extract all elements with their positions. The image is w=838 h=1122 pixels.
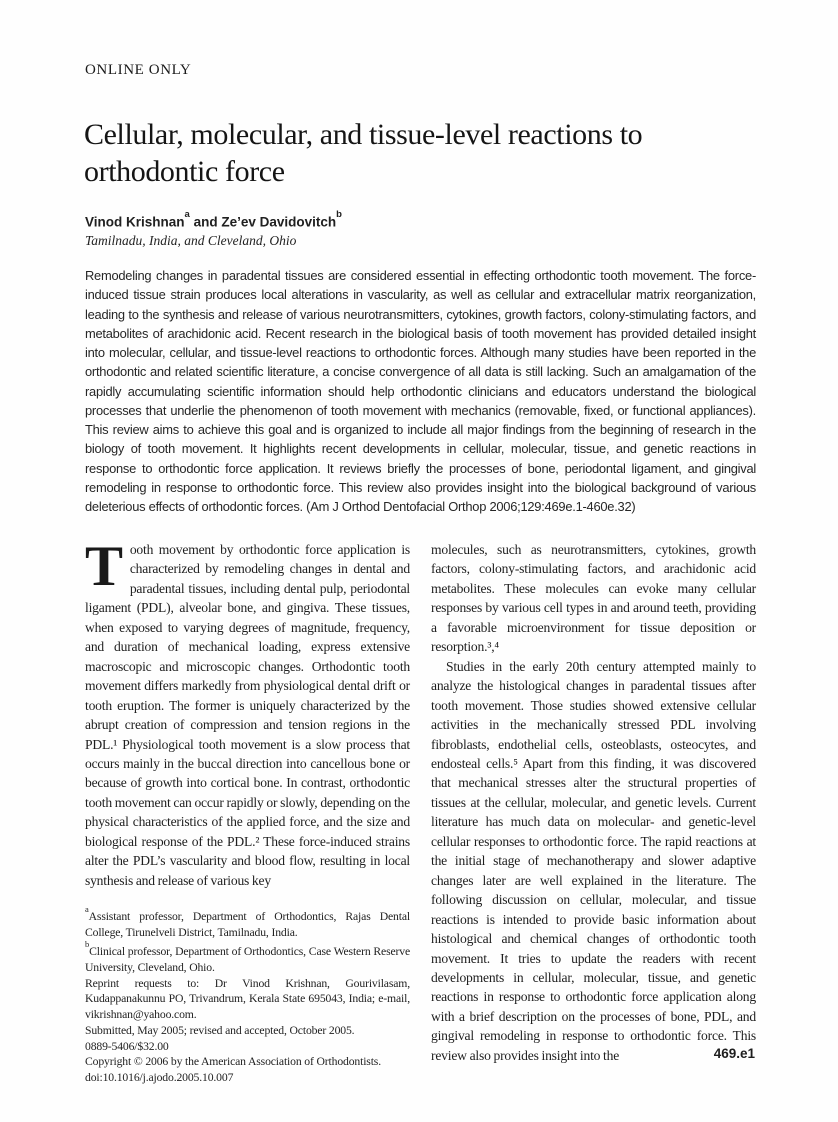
left-column <box>85 535 410 1086</box>
footnote-text: doi:10.1016/j.ajodo.2005.10.007 <box>85 1070 234 1084</box>
abstract-paragraph <box>85 266 756 516</box>
footnote-submission-dates <box>85 1023 410 1039</box>
author-name-2: Ze’ev Davidovitch <box>221 214 337 230</box>
intro-paragraph <box>85 535 410 890</box>
footnote-doi <box>85 1070 410 1086</box>
footnote-text: Assistant professor, Department of Orthodontics, Rajas Dental College, Tirunelveli District, Tamilnadu, India. <box>85 910 410 939</box>
body-columns <box>85 535 756 1086</box>
abstract-text: Remodeling changes in paradental tissues are considered essential in effecting orthodontic tooth movement. The force-induced tissue strain produces local alterations in vascularity, as well as cellular and extracellular matrix reorganization, leading to the synthesis and release of various neurotransmitters, cytokines, growth factors, colony-stimulating factors, and metabolites of arachidonic acid. Recent research in the biological basis of tooth movement has provided detailed insight into molecular, cellular, and tissue-level reactions to orthodontic forces. Although many studies have been reported in the orthodontic and related scientific literature, a concise convergence of all data is still lacking. Such an amalgamation of the rapidly accumulating scientific information should help orthodontic clinicians and educators understand the biological processes that underlie the phenomenon of tooth movement with mechanics (removable, fixed, or functional appliances). This review aims to achieve this goal and is organized to include all major findings from the beginning of research in the biology of tooth movement. It highlights recent developments in cellular, molecular, tissue, and genetic reactions in response to orthodontic force application. It reviews briefly the processes of bone, periodontal ligament, and gingival remodeling in response to orthodontic force. This review also provides insight into the biological background of various deleterious effects of orthodontic forces. <box>85 268 756 514</box>
footnote-issn-price <box>85 1039 410 1055</box>
footnote-mark-a: a <box>85 903 89 914</box>
footnote-reprint-requests <box>85 976 410 1023</box>
authors-joiner: and <box>189 214 222 230</box>
body-paragraph-continuation: molecules, such as neurotransmitters, cytokines, growth factors, colony-stimulating factors, and arachidonic acid metabolites. These molecules can evoke many cellular responses by various cell types in and around teeth, providing a favorable microenvironment for tissue deposition or resorption.³,⁴ <box>431 542 756 655</box>
page-number: 469.e1 <box>713 1046 755 1061</box>
footnote-text: Reprint requests to: Dr Vinod Krishnan, Gourivilasam, Kudappanakunnu PO, Trivandrum, Kerala State 695043, India; e-mail, vikrishnan@yahoo.com. <box>85 976 410 1022</box>
footnote-text: 0889-5406/$32.00 <box>85 1039 169 1053</box>
intro-paragraph-text: ooth movement by orthodontic force application is characterized by remodeling changes in dental and paradental tissues, including dental pulp, periodontal ligament (PDL), alveolar bone, and gingiva. These tissues, when exposed to varying degrees of magnitude, frequency, and duration of mechanical loading, express extensive macroscopic and microscopic changes. Orthodontic tooth movement differs markedly from physiological dental drift or tooth eruption. The former is uniquely characterized by the abrupt creation of compression and tension regions in the PDL.¹ Physiological tooth movement is a slow process that occurs mainly in the buccal direction into cancellous bone or because of growth into cortical bone. In contrast, orthodontic tooth movement can occur rapidly or slowly, depending on the physical characteristics of the applied force, and the size and biological response of the PDL.² These force-induced strains alter the PDL’s vascularity and blood flow, resulting in local synthesis and release of various key <box>85 542 410 888</box>
footnote-copyright <box>85 1054 410 1070</box>
article-category-label: ONLINE ONLY <box>85 62 192 78</box>
journal-citation: (Am J Orthod Dentofacial Orthop 2006;129:469e.1-460e.32) <box>302 499 636 514</box>
footnote-mark-b: b <box>85 938 90 949</box>
footnote-text: Submitted, May 2005; revised and accepted, October 2005. <box>85 1023 355 1037</box>
footnote-text: Copyright © 2006 by the American Association of Orthodontists. <box>85 1055 381 1069</box>
footnote-affiliation-b <box>85 940 410 975</box>
author-affiliation-mark-2: b <box>336 208 342 220</box>
footnote-affiliation-a <box>85 905 410 940</box>
authors-affiliation: Tamilnadu, India, and Cleveland, Ohio <box>85 233 297 248</box>
right-column <box>431 540 756 1086</box>
author-affiliation-mark-1: a <box>184 208 190 220</box>
authors-line <box>85 208 342 230</box>
drop-cap-letter: T <box>85 535 123 598</box>
author-name-1: Vinod Krishnan <box>85 214 185 230</box>
article-title: Cellular, molecular, and tissue-level reactions to orthodontic force <box>84 118 643 188</box>
footnote-text: Clinical professor, Department of Orthodontics, Case Western Reserve University, Cleveland, Ohio. <box>85 945 410 975</box>
footnotes-block <box>85 905 410 1086</box>
body-paragraph-studies: Studies in the early 20th century attempted mainly to analyze the histological changes in paradental tissues after tooth movement. Those studies showed extensive cellular activities in the mechanically stressed PDL involving fibroblasts, endothelial cells, osteoblasts, osteocytes, and endosteal cells.⁵ Apart from this finding, it was discovered that mechanical stresses alter the structural properties of tissues at the cellular, molecular, and genetic levels. Current literature has much data on molecular- and genetic-level cellular responses to orthodontic force. The rapid reactions at the initial stage of mechanotherapy and slower adaptive changes later are well explained in the literature. The following discussion on cellular, molecular, and tissue reactions is intended to provide basic information about histological and chemical changes of orthodontic tooth movement. It tries to update the readers with recent developments in cellular, molecular, tissue, and genetic reactions in response to orthodontic force application along with a brief description on the processes of bone, PDL, and gingival remodeling in response to orthodontic force. This review also provides insight into the <box>431 658 756 1063</box>
